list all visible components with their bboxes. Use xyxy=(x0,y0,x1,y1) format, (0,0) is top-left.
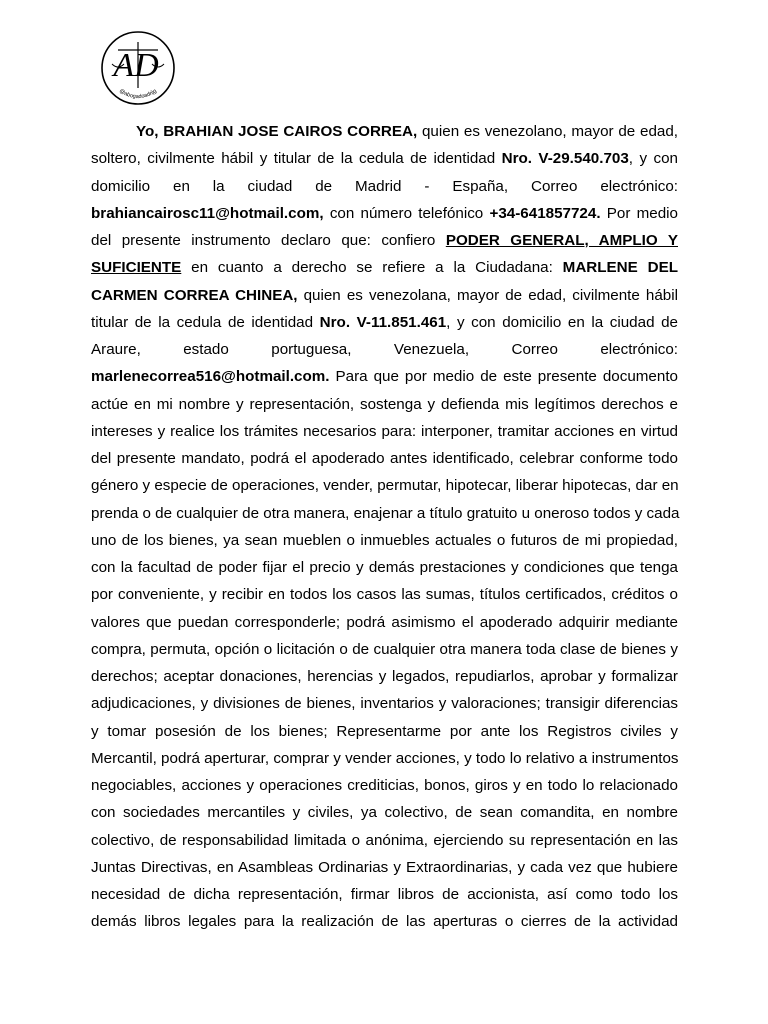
text-line xyxy=(91,118,678,145)
text-line xyxy=(91,772,678,799)
text-span: adjudicaciones, y divisiones de bienes, inventarios y valoraciones; transigir diferencias xyxy=(91,695,678,713)
text-span: con sociedades mercantiles y civiles, ya colectivo, de sean comandita, en nombre xyxy=(91,804,678,822)
text-line xyxy=(91,363,678,390)
text-span: Juntas Directivas, en Asambleas Ordinarias y Extraordinarias, y cada vez que hubiere xyxy=(91,858,678,876)
text-line xyxy=(91,908,678,935)
text-line xyxy=(91,527,678,554)
power-of-attorney-text xyxy=(91,118,678,936)
text-span: y tomar posesión de los bienes; Representarme por ante los Registros civiles y xyxy=(91,722,678,740)
text-line xyxy=(91,472,678,499)
text-line xyxy=(91,500,678,527)
bold-text: SUFICIENTE xyxy=(91,259,182,277)
text-span: género y especie de operaciones, vender, permutar, hipotecar, liberar hipotecas, dar en xyxy=(91,477,679,495)
text-line xyxy=(91,336,678,363)
logo-initials: AD xyxy=(113,47,159,84)
text-line xyxy=(91,445,678,472)
bold-text: MARLENE DEL xyxy=(562,259,678,277)
text-span: con número telefónico xyxy=(323,204,490,222)
text-span: Araure, estado portuguesa, Venezuela, Correo electrónico: xyxy=(91,341,678,358)
text-line xyxy=(91,145,678,172)
text-span: necesidad de dicha representación, firmar libros de accionista, así como todo los xyxy=(91,886,678,903)
text-line xyxy=(91,200,678,227)
text-span: derechos; aceptar donaciones, herencias y legados, repudiarlos, aprobar y formalizar xyxy=(91,668,678,685)
text-line xyxy=(91,581,678,608)
text-span: colectivo, de responsabilidad limitada o anónima, ejerciendo su representación en las xyxy=(91,831,678,849)
text-span: con la facultad de poder fijar el precio y demás prestaciones y condiciones que tenga xyxy=(91,559,678,576)
bold-text: CARMEN CORREA CHINEA, xyxy=(91,286,298,304)
text-line xyxy=(91,745,678,772)
text-span: uno de los bienes, ya sean mueblen o inmuebles actuales o futuros de mi propiedad, xyxy=(91,531,678,549)
text-line xyxy=(91,227,678,254)
text-line xyxy=(91,418,678,445)
text-span: domicilio en la ciudad de Madrid - España, Correo electrónico: xyxy=(91,177,678,195)
text-line xyxy=(91,636,678,663)
text-span: Mercantil, podrá aperturar, comprar y vender acciones, y todo lo relativo a instrumentos xyxy=(91,749,679,767)
text-span: quien es venezolano, mayor de edad, xyxy=(417,123,679,140)
text-line xyxy=(91,827,678,854)
text-line xyxy=(91,663,678,690)
text-span: titular de la cedula de identidad xyxy=(91,313,320,331)
text-span: prenda o de cualquier de otra manera, enajenar a título gratuito u oneroso todos y cada xyxy=(91,504,680,522)
text-line xyxy=(91,173,678,200)
text-span: Para que por medio de este presente documento xyxy=(329,368,678,386)
text-span: , y con domicilio en la ciudad de xyxy=(446,313,678,331)
text-span: quien es venezolana, mayor de edad, civilmente hábil xyxy=(297,286,678,304)
bold-text: brahiancairosc11@hotmail.com, xyxy=(91,204,324,222)
bold-text: PODER GENERAL, AMPLIO Y xyxy=(445,232,678,249)
law-firm-logo xyxy=(88,28,188,108)
text-span: intereses y realice los trámites necesarios para: interponer, tramitar acciones en virtud xyxy=(91,422,678,440)
bold-text: Nro. V-11.851.461 xyxy=(319,313,447,331)
text-span: , y con xyxy=(628,150,678,168)
text-line xyxy=(91,309,678,336)
text-span: del presente instrumento declaro que: confiero xyxy=(91,232,446,249)
text-line xyxy=(91,554,678,581)
bold-text: BRAHIAN JOSE CAIROS CORREA, xyxy=(163,123,418,140)
bold-text: Nro. V-29.540.703 xyxy=(501,150,629,168)
text-line xyxy=(91,690,678,717)
bold-text: +34-641857724. xyxy=(489,204,601,222)
text-line xyxy=(91,282,678,309)
text-span: Por medio xyxy=(600,204,678,222)
text-line xyxy=(91,254,678,281)
text-span: por conveniente, y recibir en todos los casos las sumas, títulos certificados, créditos o xyxy=(91,586,678,604)
text-line xyxy=(91,881,678,908)
text-span: compra, permuta, opción o licitación o de cualquier otra manera toda clase de bienes y xyxy=(91,640,678,658)
text-span: negociables, acciones y operaciones crediticias, bonos, giros y en todo lo relacionado xyxy=(91,777,678,794)
text-line xyxy=(91,799,678,826)
bold-text: Yo, xyxy=(136,123,164,140)
text-span: demás libros legales para la realización de las aperturas o cierres de la actividad xyxy=(91,913,678,931)
text-span: soltero, civilmente hábil y titular de la cedula de identidad xyxy=(91,150,502,168)
text-line xyxy=(91,609,678,636)
text-span: valores que puedan corresponderle; podrá asimismo el apoderado adquirir mediante xyxy=(91,613,678,631)
text-line xyxy=(91,391,678,418)
logo-ring-text: @abogadoadrijg xyxy=(118,88,158,101)
bold-text: marlenecorrea516@hotmail.com. xyxy=(91,368,330,386)
text-line xyxy=(91,854,678,881)
text-line xyxy=(91,718,678,745)
text-span: del presente mandato, podrá el apoderado antes identificado, celebrar conforme todo xyxy=(91,450,678,467)
text-span: actúe en mi nombre y representación, sostenga y defienda mis legítimos derechos e xyxy=(91,395,678,413)
text-span: en cuanto a derecho se refiere a la Ciudadana: xyxy=(181,259,563,277)
